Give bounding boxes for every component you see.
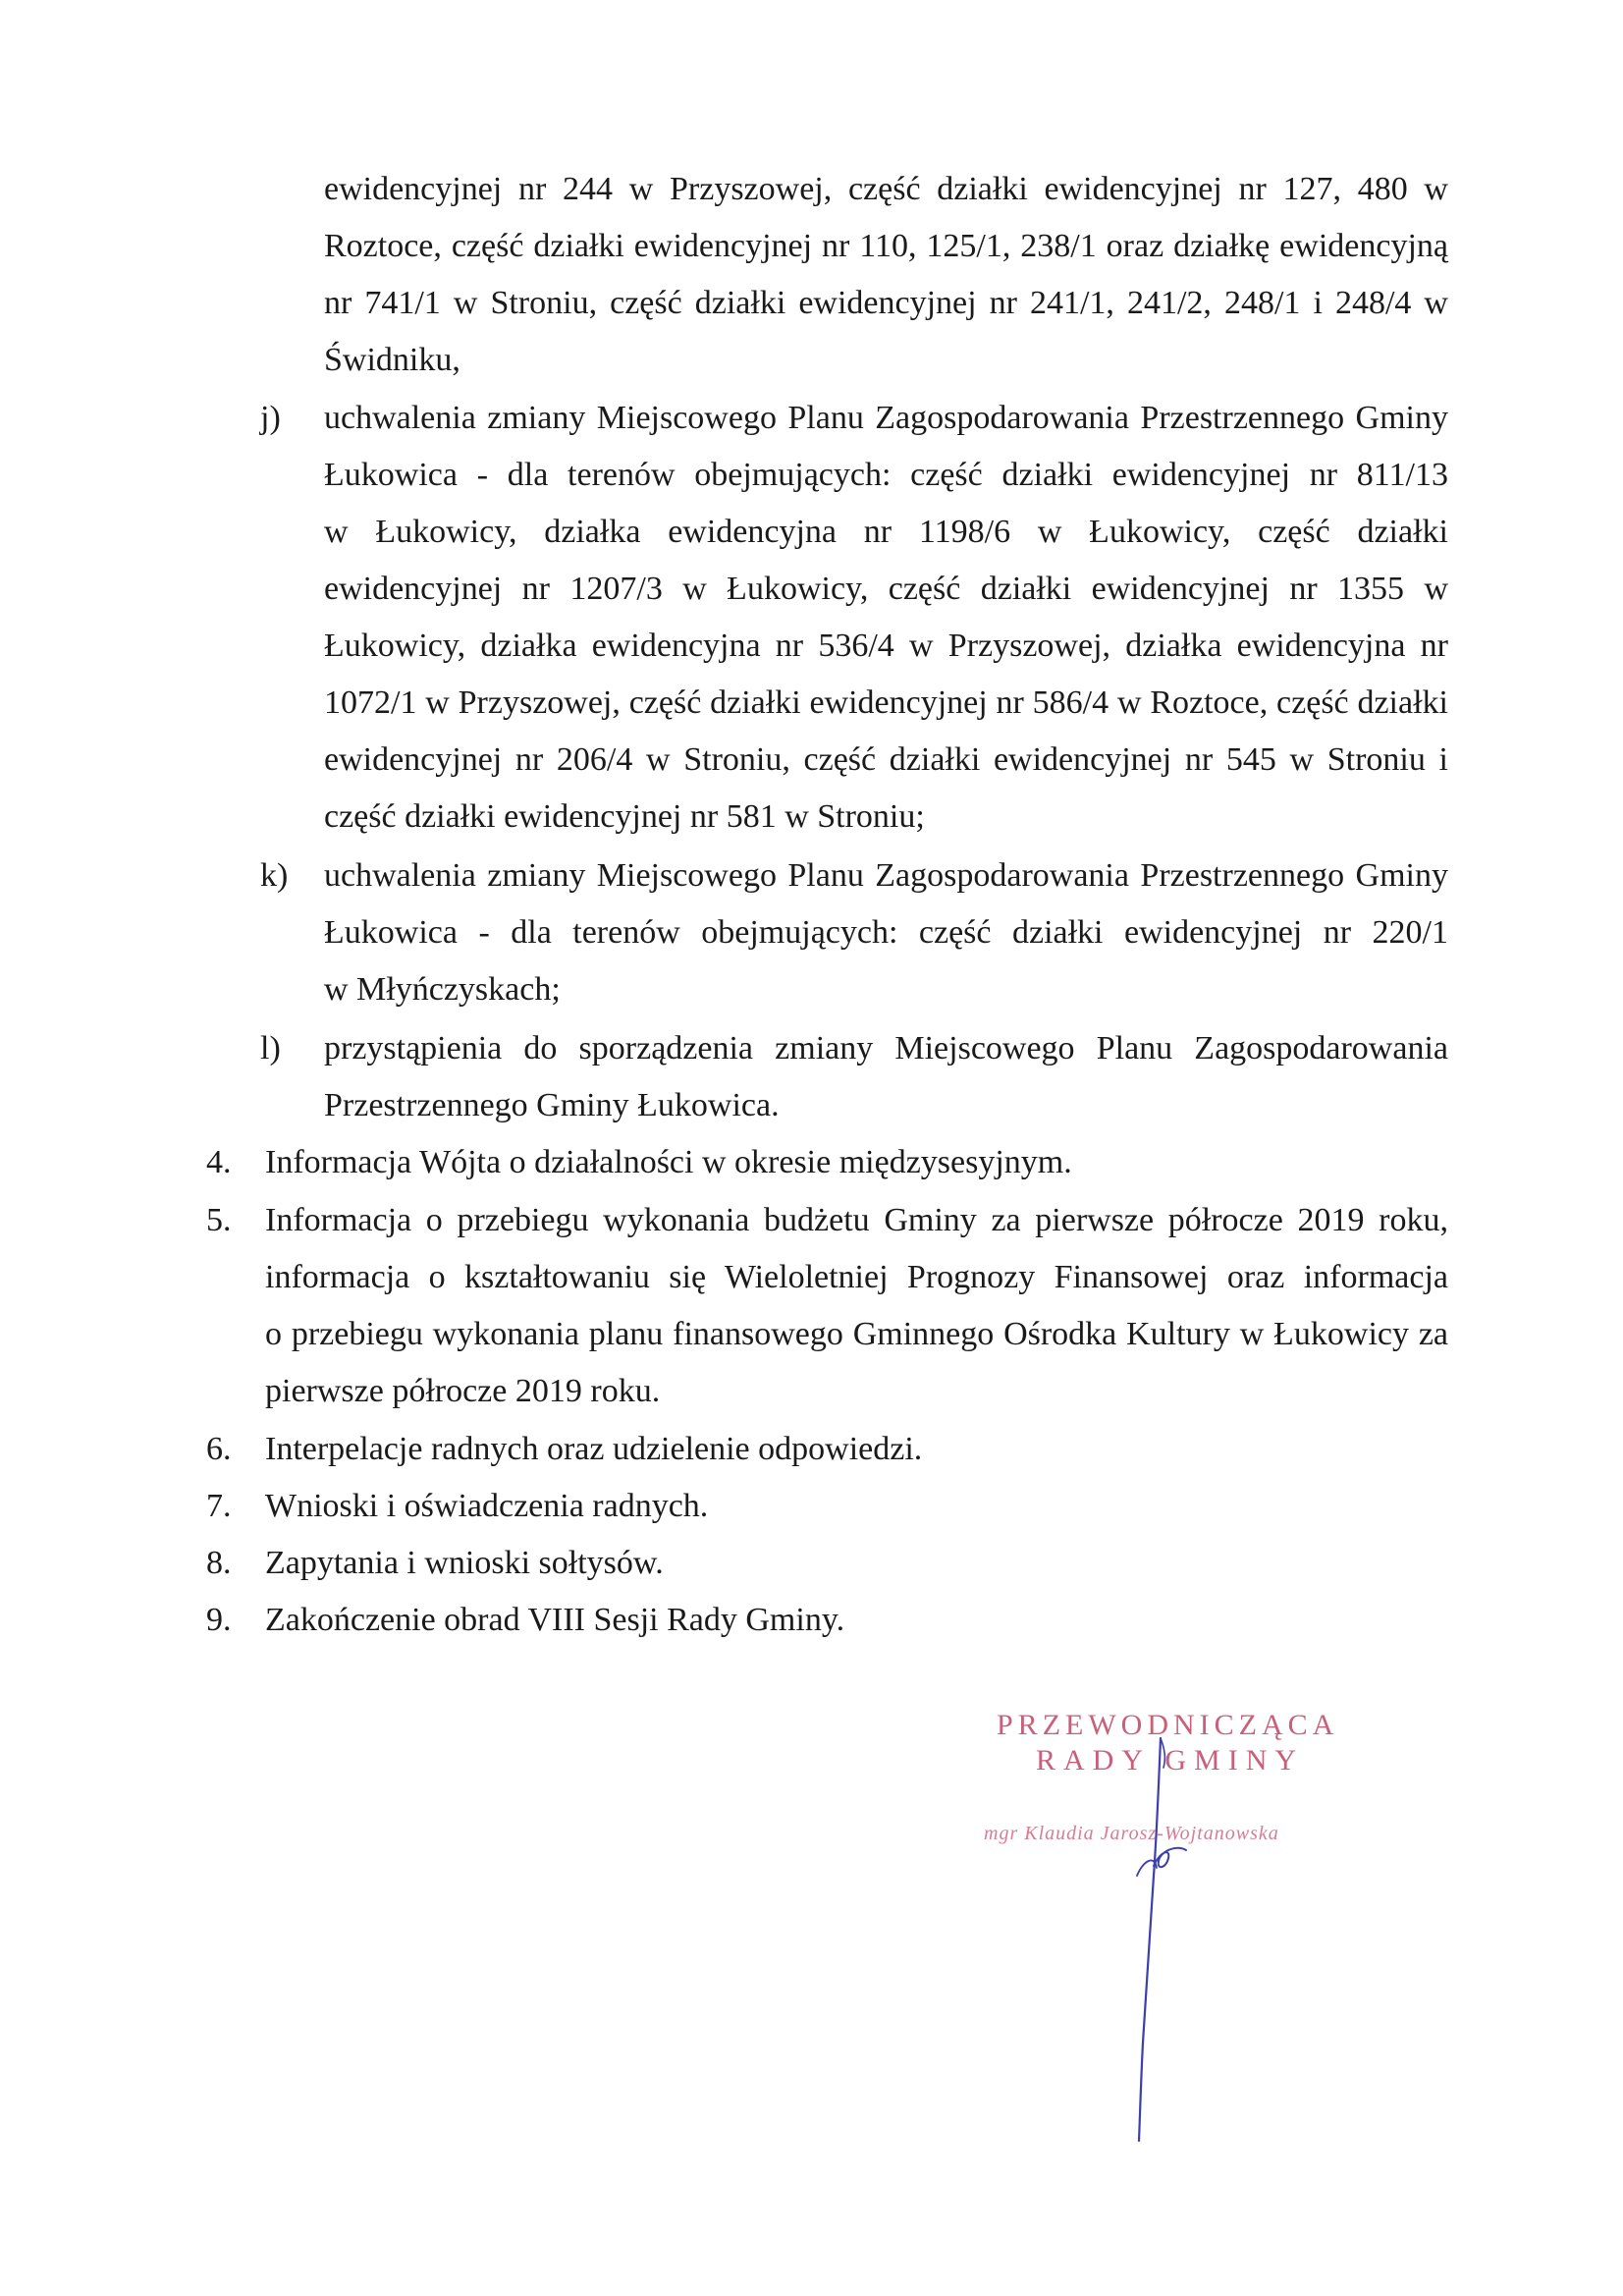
agenda-item-line: pierwsze półrocze 2019 roku. bbox=[265, 1373, 661, 1409]
agenda-item-line: Informacja o przebiegu wykonania budżetu Gminy za pierwsze półrocze 2019 roku, bbox=[265, 1202, 1448, 1238]
agenda-item-line: Zapytania i wnioski sołtysów. bbox=[265, 1545, 664, 1581]
sub-item-line: 1072/1 w Przyszowej, część działki ewidencyjnej nr 586/4 w Roztoce, część działki bbox=[324, 684, 1448, 721]
stamp-title: PRZEWODNICZĄCA bbox=[997, 1709, 1339, 1741]
stamp-name: mgr Klaudia Jarosz-Wojtanowska bbox=[984, 1823, 1279, 1844]
agenda-item-line: Informacja Wójta o działalności w okresie międzysesyjnym. bbox=[265, 1144, 1072, 1180]
agenda-item-line: informacja o kształtowaniu się Wieloletniej Prognozy Finansowej oraz informacja bbox=[265, 1259, 1448, 1295]
sub-item-line: przystąpienia do sporządzenia zmiany Miejscowego Planu Zagospodarowania bbox=[324, 1030, 1448, 1066]
continuation-line: nr 741/1 w Stroniu, część działki ewidencyjnej nr 241/1, 241/2, 248/1 i 248/4 w bbox=[324, 285, 1448, 321]
sub-item-line: Łukowicy, działka ewidencyjna nr 536/4 w Przyszowej, działka ewidencyjna nr bbox=[324, 628, 1448, 664]
sub-item-marker: k) bbox=[260, 857, 289, 894]
agenda-item-number: 4. bbox=[206, 1144, 232, 1180]
agenda-item-line: Wnioski i oświadczenia radnych. bbox=[265, 1488, 709, 1524]
sub-item-marker: l) bbox=[260, 1030, 281, 1066]
agenda-item-line: o przebiegu wykonania planu finansowego Gminnego Ośrodka Kultury w Łukowicy za bbox=[265, 1316, 1448, 1352]
sub-item-line: Przestrzennego Gminy Łukowica. bbox=[324, 1087, 780, 1123]
sub-item-line: Łukowica - dla terenów obejmujących: część działki ewidencyjnej nr 220/1 bbox=[324, 914, 1448, 951]
sub-item-line: uchwalenia zmiany Miejscowego Planu Zagospodarowania Przestrzennego Gminy bbox=[324, 857, 1448, 894]
agenda-item-number: 5. bbox=[206, 1202, 232, 1238]
agenda-item-line: Zakończenie obrad VIII Sesji Rady Gminy. bbox=[265, 1602, 845, 1638]
stamp-subtitle: RADY GMINY bbox=[1036, 1744, 1305, 1777]
continuation-line: Roztoce, część działki ewidencyjnej nr 110, 125/1, 238/1 oraz działkę ewidencyjną bbox=[324, 228, 1448, 264]
sub-item-line: uchwalenia zmiany Miejscowego Planu Zagospodarowania Przestrzennego Gminy bbox=[324, 400, 1448, 436]
agenda-item-number: 6. bbox=[206, 1431, 232, 1467]
handwritten-signature bbox=[1100, 1728, 1217, 2151]
sub-item-line: w Łukowicy, działka ewidencyjna nr 1198/6 w Łukowicy, część działki bbox=[324, 514, 1448, 550]
sub-item-line: część działki ewidencyjnej nr 581 w Stroniu; bbox=[324, 798, 925, 835]
continuation-line: ewidencyjnej nr 244 w Przyszowej, część działki ewidencyjnej nr 127, 480 w bbox=[324, 171, 1448, 207]
continuation-line: Świdniku, bbox=[324, 342, 460, 378]
sub-item-marker: j) bbox=[260, 400, 281, 436]
agenda-item-number: 9. bbox=[206, 1602, 232, 1638]
agenda-item-number: 8. bbox=[206, 1545, 232, 1581]
sub-item-line: w Młyńczyskach; bbox=[324, 971, 561, 1008]
agenda-item-line: Interpelacje radnych oraz udzielenie odpowiedzi. bbox=[265, 1431, 923, 1467]
sub-item-line: ewidencyjnej nr 1207/3 w Łukowicy, część działki ewidencyjnej nr 1355 w bbox=[324, 571, 1448, 607]
sub-item-line: Łukowica - dla terenów obejmujących: część działki ewidencyjnej nr 811/13 bbox=[324, 457, 1448, 493]
agenda-item-number: 7. bbox=[206, 1488, 232, 1524]
sub-item-line: ewidencyjnej nr 206/4 w Stroniu, część działki ewidencyjnej nr 545 w Stroniu i bbox=[324, 741, 1448, 778]
